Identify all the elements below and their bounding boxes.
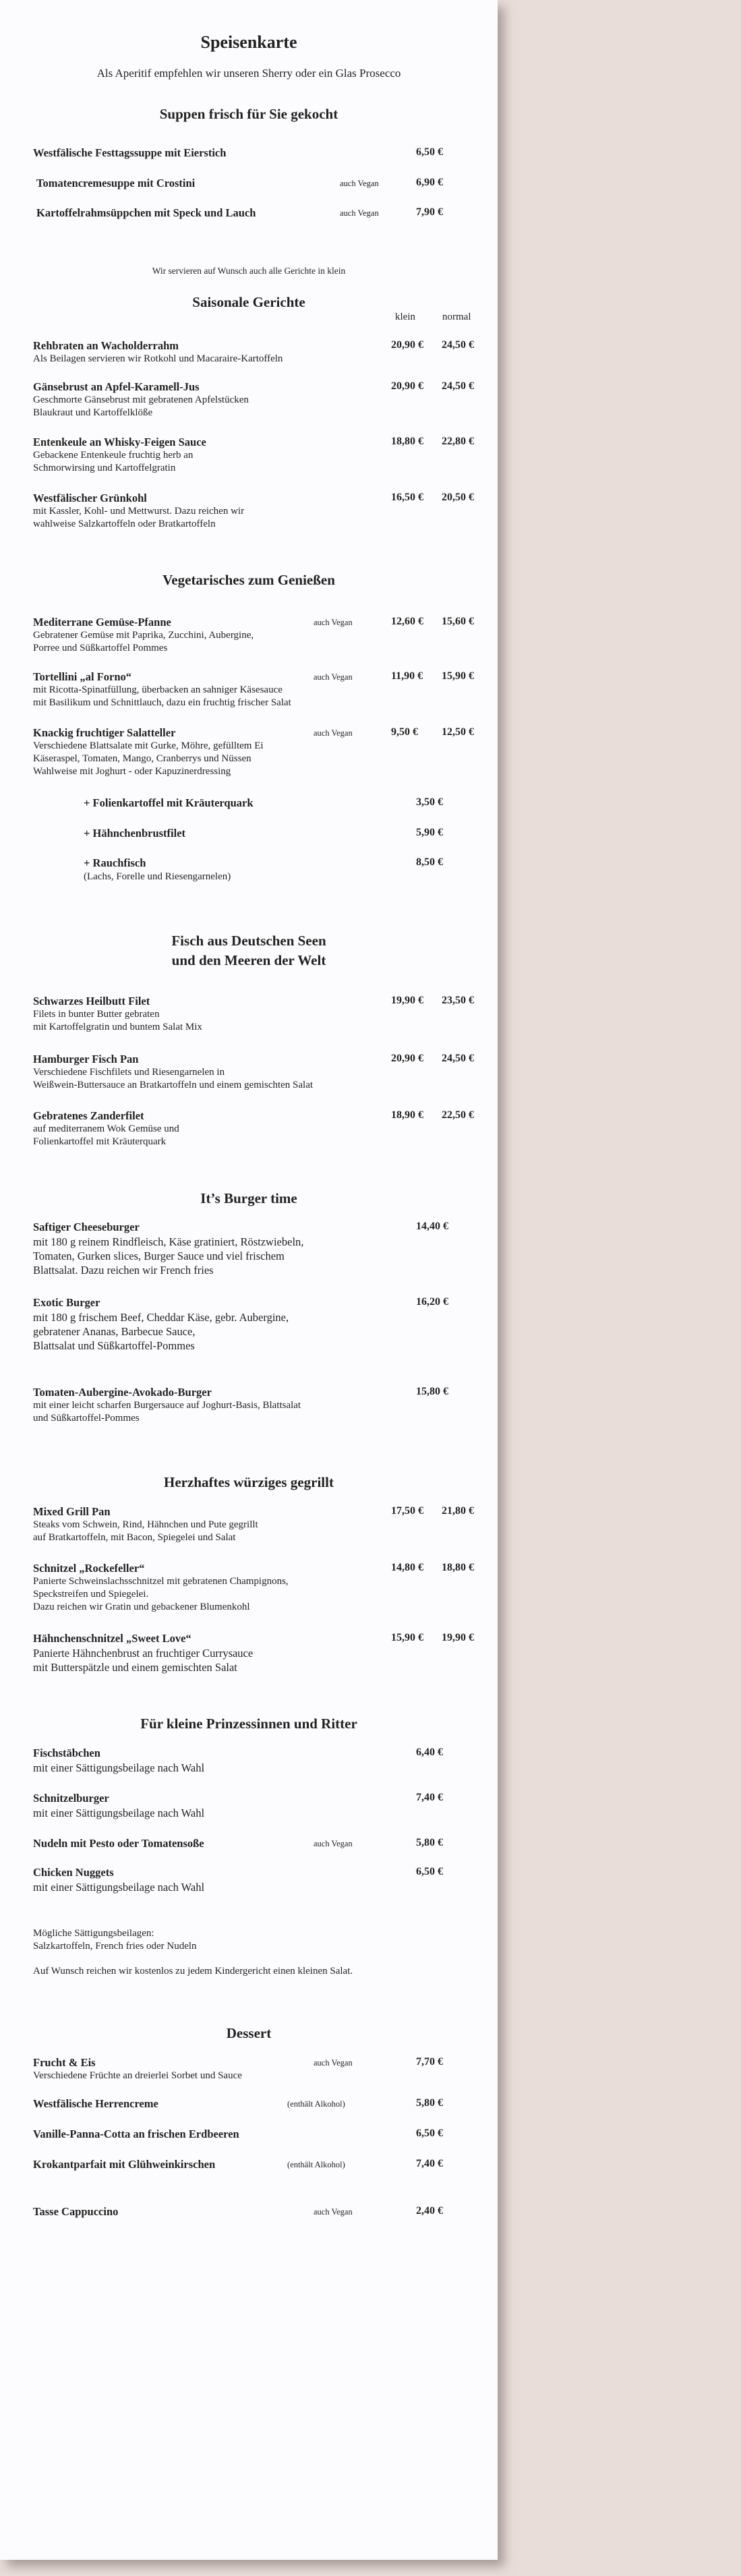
menu-item-name: Tortellini „al Forno“ bbox=[33, 670, 132, 683]
menu-item-name: Krokantparfait mit Glühweinkirschen bbox=[33, 2158, 216, 2171]
menu-item-name: Tasse Cappuccino bbox=[33, 2205, 119, 2218]
menu-item-desc: Verschiedene Blattsalate mit Gurke, Möhre, gefülltem Ei bbox=[33, 740, 264, 751]
column-header-small: klein bbox=[395, 312, 415, 322]
price-small: 17,50 € bbox=[391, 1505, 423, 1517]
price-normal: 21,80 € bbox=[442, 1505, 474, 1517]
menu-item-desc: mit einer Sättigungsbeilage nach Wahl bbox=[33, 1761, 205, 1774]
menu-item-desc: mit einer Sättigungsbeilage nach Wahl bbox=[33, 1881, 205, 1894]
salad-note: Auf Wunsch reichen wir kostenlos zu jedem Kindergericht einen kleinen Salat. bbox=[33, 1966, 353, 1977]
vegan-tag: auch Vegan bbox=[314, 672, 353, 682]
price-normal: 15,90 € bbox=[442, 670, 474, 682]
section-heading-fish-2: und den Meeren der Welt bbox=[171, 952, 326, 968]
menu-item-desc: Blattsalat und Süßkartoffel-Pommes bbox=[33, 1339, 195, 1352]
extra-item-name: + Hähnchenbrustfilet bbox=[84, 827, 186, 840]
price-normal: 22,80 € bbox=[442, 436, 474, 447]
price-small: 18,90 € bbox=[391, 1109, 423, 1121]
menu-item-desc: Verschiedene Früchte an dreierlei Sorbet und Sauce bbox=[33, 2070, 242, 2081]
menu-item-desc: (Lachs, Forelle und Riesengarnelen) bbox=[84, 871, 231, 882]
price-normal: 20,50 € bbox=[442, 492, 474, 503]
menu-item-name: Hamburger Fisch Pan bbox=[33, 1053, 139, 1065]
menu-item-desc: Geschmorte Gänsebrust mit gebratenen Apfelstücken bbox=[33, 394, 249, 405]
menu-item-desc: Weißwein-Buttersauce an Bratkartoffeln und einem gemischten Salat bbox=[33, 1080, 314, 1090]
price: 2,40 € bbox=[416, 2205, 443, 2217]
column-header-normal: normal bbox=[442, 312, 471, 322]
menu-item-name: Schnitzelburger bbox=[33, 1792, 109, 1805]
menu-item-name: Fischstäbchen bbox=[33, 1747, 100, 1759]
menu-item-desc: mit Ricotta-Spinatfüllung, überbacken an sahniger Käsesauce bbox=[33, 684, 283, 695]
menu-item-desc: Dazu reichen wir Gratin und gebackener Blumenkohl bbox=[33, 1602, 250, 1612]
section-heading-kids: Für kleine Prinzessinnen und Ritter bbox=[140, 1716, 357, 1732]
vegan-tag: auch Vegan bbox=[340, 179, 379, 188]
price: 14,40 € bbox=[416, 1221, 448, 1232]
menu-item-name: Rehbraten an Wacholderrahm bbox=[33, 339, 179, 352]
price-normal: 22,50 € bbox=[442, 1109, 474, 1121]
price-small: 20,90 € bbox=[391, 1053, 423, 1064]
menu-item-name: Mediterrane Gemüse-Pfanne bbox=[33, 616, 171, 628]
menu-item-desc: Als Beilagen servieren wir Rotkohl und Macaraire-Kartoffeln bbox=[33, 353, 283, 364]
vegan-tag: auch Vegan bbox=[340, 208, 379, 218]
price-normal: 18,80 € bbox=[442, 1562, 474, 1573]
menu-item-name: Westfälische Festtagssuppe mit Eierstich bbox=[33, 146, 227, 159]
menu-item-desc: Porree und Süßkartoffel Pommes bbox=[33, 643, 168, 653]
price: 8,50 € bbox=[416, 856, 443, 868]
price: 16,20 € bbox=[416, 1296, 448, 1308]
price: 7,70 € bbox=[416, 2056, 443, 2068]
menu-item-name: Chicken Nuggets bbox=[33, 1866, 114, 1879]
menu-item-name: Tomatencremesuppe mit Crostini bbox=[36, 177, 196, 189]
menu-item-name: Schwarzes Heilbutt Filet bbox=[33, 995, 150, 1007]
menu-item-desc: Käseraspel, Tomaten, Mango, Cranberrys und Nüssen bbox=[33, 753, 251, 764]
section-heading-soups: Suppen frisch für Sie gekocht bbox=[159, 106, 338, 122]
price: 5,80 € bbox=[416, 2097, 443, 2109]
menu-item-name: Westfälische Herrencreme bbox=[33, 2097, 158, 2110]
menu-item-desc: mit Butterspätzle und einem gemischten Salat bbox=[33, 1661, 237, 1674]
menu-item-desc: mit Kartoffelgratin und buntem Salat Mix bbox=[33, 1022, 202, 1032]
alcohol-tag: (enthält Alkohol) bbox=[287, 2160, 345, 2169]
price-small: 14,80 € bbox=[391, 1562, 423, 1573]
menu-item-desc: Tomaten, Gurken slices, Burger Sauce und viel frischem bbox=[33, 1250, 285, 1262]
section-heading-fish: Fisch aus Deutschen Seen bbox=[171, 933, 326, 949]
menu-item-desc: Wahlweise mit Joghurt - oder Kapuzinerdressing bbox=[33, 766, 231, 777]
sides-note: Salzkartoffeln, French fries oder Nudeln bbox=[33, 1941, 197, 1952]
sides-note: Mögliche Sättigungsbeilagen: bbox=[33, 1928, 154, 1939]
menu-item-name: Gänsebrust an Apfel-Karamell-Jus bbox=[33, 380, 200, 393]
price-small: 20,90 € bbox=[391, 380, 423, 392]
menu-item-desc: Blattsalat. Dazu reichen wir French fries bbox=[33, 1264, 214, 1277]
menu-item-desc: auf mediterranem Wok Gemüse und bbox=[33, 1123, 179, 1134]
menu-item-name: Nudeln mit Pesto oder Tomatensoße bbox=[33, 1837, 204, 1850]
menu-item-desc: und Süßkartoffel-Pommes bbox=[33, 1413, 140, 1424]
section-heading-dessert: Dessert bbox=[226, 2025, 272, 2041]
menu-item-desc: Gebratener Gemüse mit Paprika, Zucchini, Aubergine, bbox=[33, 630, 254, 641]
small-portions-note: Wir servieren auf Wunsch auch alle Gerichte in klein bbox=[152, 266, 346, 276]
menu-item-desc: Gebackene Entenkeule fruchtig herb an bbox=[33, 450, 194, 461]
price-normal: 24,50 € bbox=[442, 1053, 474, 1064]
menu-item-desc: Filets in bunter Butter gebraten bbox=[33, 1009, 160, 1020]
extra-item-name: + Folienkartoffel mit Kräuterquark bbox=[84, 796, 254, 809]
price-normal: 24,50 € bbox=[442, 380, 474, 392]
section-heading-seasonal: Saisonale Gerichte bbox=[192, 294, 305, 310]
price: 6,50 € bbox=[416, 146, 443, 158]
menu-item-name: Vanille-Panna-Cotta an frischen Erdbeeren bbox=[33, 2128, 239, 2140]
menu-item-name: Knackig fruchtiger Salatteller bbox=[33, 726, 176, 739]
price-normal: 24,50 € bbox=[442, 339, 474, 351]
price: 7,90 € bbox=[416, 206, 443, 218]
price-small: 19,90 € bbox=[391, 995, 423, 1006]
price-small: 20,90 € bbox=[391, 339, 423, 351]
intro-text: Als Aperitif empfehlen wir unseren Sherry oder ein Glas Prosecco bbox=[96, 67, 401, 80]
menu-item-desc: mit 180 g reinem Rindfleisch, Käse gratiniert, Röstzwiebeln, bbox=[33, 1235, 304, 1248]
menu-item-name: Westfälischer Grünkohl bbox=[33, 492, 147, 504]
price-small: 11,90 € bbox=[391, 670, 423, 682]
menu-item-desc: Speckstreifen und Spiegelei. bbox=[33, 1589, 149, 1600]
alcohol-tag: (enthält Alkohol) bbox=[287, 2099, 345, 2109]
menu-item-name: Gebratenes Zanderfilet bbox=[33, 1109, 144, 1122]
price: 15,80 € bbox=[416, 1386, 448, 1397]
menu-item-desc: mit Kassler, Kohl- und Mettwurst. Dazu reichen wir bbox=[33, 506, 245, 517]
section-heading-burger: It’s Burger time bbox=[200, 1190, 297, 1206]
price: 6,90 € bbox=[416, 177, 443, 188]
page-title: Speisenkarte bbox=[200, 32, 297, 52]
price-normal: 23,50 € bbox=[442, 995, 474, 1006]
menu-item-name: Schnitzel „Rockefeller“ bbox=[33, 1562, 145, 1575]
price-small: 18,80 € bbox=[391, 436, 423, 447]
menu-item-desc: Schmorwirsing und Kartoffelgratin bbox=[33, 463, 176, 473]
price-small: 12,60 € bbox=[391, 616, 423, 627]
menu-item-desc: Panierte Hähnchenbrust an fruchtiger Currysauce bbox=[33, 1647, 254, 1660]
menu-item-name: Mixed Grill Pan bbox=[33, 1505, 111, 1518]
menu-item-name: Tomaten-Aubergine-Avokado-Burger bbox=[33, 1386, 212, 1399]
section-heading-grill: Herzhaftes würziges gegrillt bbox=[164, 1474, 334, 1490]
vegan-tag: auch Vegan bbox=[314, 728, 353, 738]
vegan-tag: auch Vegan bbox=[314, 2207, 353, 2217]
menu-item-desc: wahlweise Salzkartoffeln oder Bratkartoffeln bbox=[33, 519, 216, 529]
vegan-tag: auch Vegan bbox=[314, 618, 353, 627]
vegan-tag: auch Vegan bbox=[314, 2058, 353, 2068]
extra-item-name: + Rauchfisch bbox=[84, 856, 146, 869]
vegan-tag: auch Vegan bbox=[314, 1839, 353, 1848]
price-small: 9,50 € bbox=[391, 726, 418, 738]
price: 7,40 € bbox=[416, 1792, 443, 1803]
price-normal: 12,50 € bbox=[442, 726, 474, 738]
price: 5,80 € bbox=[416, 1837, 443, 1848]
price: 7,40 € bbox=[416, 2158, 443, 2169]
menu-item-name: Saftiger Cheeseburger bbox=[33, 1221, 140, 1233]
menu-item-desc: gebratener Ananas, Barbecue Sauce, bbox=[33, 1325, 196, 1338]
menu-item-desc: Verschiedene Fischfilets und Riesengarnelen in bbox=[33, 1067, 225, 1078]
price: 5,90 € bbox=[416, 827, 443, 838]
menu-item-desc: mit einer Sättigungsbeilage nach Wahl bbox=[33, 1807, 205, 1819]
price: 6,40 € bbox=[416, 1747, 443, 1758]
menu-item-desc: mit 180 g frischem Beef, Cheddar Käse, gebr. Aubergine, bbox=[33, 1311, 289, 1324]
section-heading-vegetarian: Vegetarisches zum Genießen bbox=[162, 572, 335, 588]
price-normal: 19,90 € bbox=[442, 1632, 474, 1643]
price-small: 16,50 € bbox=[391, 492, 423, 503]
menu-item-desc: mit einer leicht scharfen Burgersauce auf Joghurt-Basis, Blattsalat bbox=[33, 1400, 301, 1411]
price: 6,50 € bbox=[416, 2128, 443, 2139]
price: 3,50 € bbox=[416, 796, 443, 808]
price: 6,50 € bbox=[416, 1866, 443, 1877]
menu-item-desc: Folienkartoffel mit Kräuterquark bbox=[33, 1136, 167, 1147]
menu-item-desc: Steaks vom Schwein, Rind, Hähnchen und Pute gegrillt bbox=[33, 1519, 258, 1530]
menu-item-name: Frucht & Eis bbox=[33, 2056, 96, 2069]
menu-item-name: Kartoffelrahmsüppchen mit Speck und Lauch bbox=[36, 206, 256, 219]
menu-item-name: Hähnchenschnitzel „Sweet Love“ bbox=[33, 1632, 191, 1645]
price-normal: 15,60 € bbox=[442, 616, 474, 627]
menu-item-desc: Panierte Schweinslachsschnitzel mit gebratenen Champignons, bbox=[33, 1576, 289, 1587]
menu-item-desc: mit Basilikum und Schnittlauch, dazu ein fruchtig frischer Salat bbox=[33, 697, 291, 708]
menu-item-name: Exotic Burger bbox=[33, 1296, 100, 1309]
menu-item-desc: Blaukraut und Kartoffelklöße bbox=[33, 407, 153, 418]
menu-item-name: Entenkeule an Whisky-Feigen Sauce bbox=[33, 436, 206, 448]
price-small: 15,90 € bbox=[391, 1632, 423, 1643]
menu-item-desc: auf Bratkartoffeln, mit Bacon, Spiegelei und Salat bbox=[33, 1532, 236, 1543]
